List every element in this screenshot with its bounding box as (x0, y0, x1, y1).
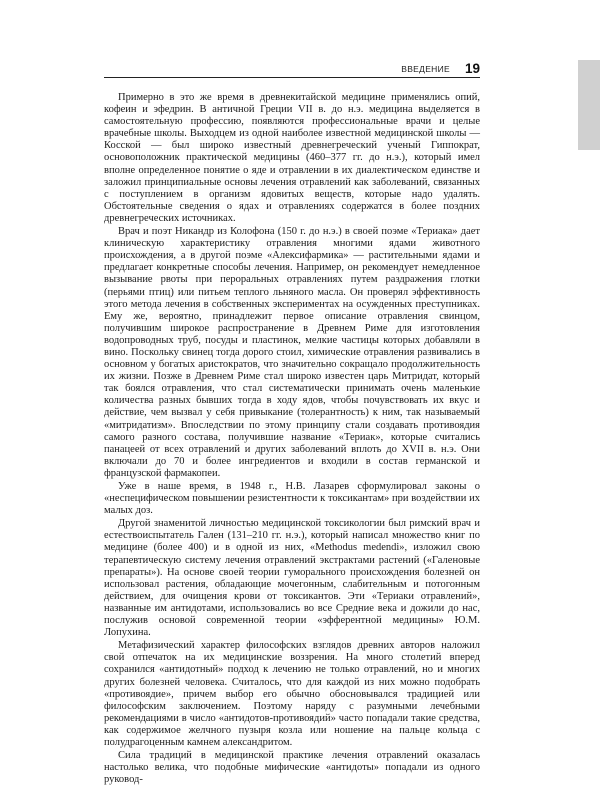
section-title: ВВЕДЕНИЕ (401, 64, 450, 74)
page-number: 19 (464, 61, 480, 76)
paragraph: Другой знаменитой личностью медицинской токсикологии был римский врач и естествоиспытатель Гален (131–210 гг. н.э.), который написал множество книг по медицине (более 400) и в одной из них, «Methodus medendi», изложил свою терапевтическую систему лечения отравлений экстрактами растений («Галеновые препараты»). На основе своей теории гуморального происхождения болезней он использовал растения, обладающие мочегонным, слабительным и потогонным действием, для очищения крови от токсикантов. Эти «Териаки отравлений», названные им антидотами, использовались во все Средние века и дожили до нас, послужив основой современной теории «эфферентной медицины» Ю.М. Лопухина. (104, 518, 480, 639)
paragraph: Врач и поэт Никандр из Колофона (150 г. до н.э.) в своей поэме «Териака» дает клиническую характеристику отравления многими ядами животного происхождения, а в другой поэме «Алексифармика» — растительными ядами и предлагает конкретные способы лечения. Например, он рекомендует немедленное вызывание рвоты при пероральных отравлениях путем раздражения глотки (перьями птиц) или питьем теплого льняного масла. Он проверял эффективность этого метода лечения в собственных экспериментах на осужденных преступниках. Ему же, вероятно, принадлежит первое описание отравления свинцом, получившим широкое распространение в Древнем Риме для изготовления водопроводных труб, посуды и пластинок, мелкие частицы которых добавляли в вино. Поскольку свинец тогда дорого стоил, химические отравления развивались в основном у богатых аристократов, что значительно сокращало продолжительность их жизни. Позже в Древнем Риме стал широко известен царь Митридат, который так боялся отравления, что стал систематически принимать очень маленькие количества разных бывших тогда в ходу ядов, чтобы почувствовать их вкус и действие, чем вызвал у себя привыкание (толерантность) к ним, так называемый «митридатизм». Впоследствии по этому принципу стали создавать противоядия самого разного состава, получившие название «Териак», которые считались панацеей от всех отравлений и других заболеваний вплоть до XVII в. н.э. Они включали до 70 и более ингредиентов и входили в состав германской и французской фармакопеи. (104, 226, 480, 479)
paragraph: Примерно в это же время в древнекитайской медицине применялись опий, кофеин и эфедрин. В античной Греции VII в. до н.э. медицина выделяется в самостоятельную профессию, появляются профессиональные врачи и целые врачебные школы. Выходцем из одной наиболее известной медицинской школы — Косской — был широко известный древнегреческий ученый Гиппократ, основоположник практической медицины (460–377 гг. до н.э.), который имел вполне определенное понятие о яде и отравлении в их диалектическом единстве и заложил принципиальные основы лечения отравлений как заболеваний, связанных с поступлением в организм ядовитых веществ, которые надо удалять. Обстоятельные сведения о ядах и отравлениях содержатся в более поздних древнегреческих источниках. (104, 92, 480, 224)
paragraph: Уже в наше время, в 1948 г., Н.В. Лазарев сформулировал законы о «неспецифическом повышении резистентности к токсикантам» при воздействии их малых доз. (104, 481, 480, 517)
paragraph: Сила традиций в медицинской практике лечения отравлений оказалась настолько велика, что подобные мифические «антидоты» попадали из одного руковод- (104, 750, 480, 786)
paragraph: Метафизический характер философских взглядов древних авторов наложил свой отпечаток на их медицинские воззрения. На много столетий вперед сохранился «антидотный» подход к лечению не только отравлений, но и многих других болезней человека. Считалось, что для каждой из них можно подобрать «противоядие», причем выбор его обычно обосновывался традицией или философским заключением. Поэтому наряду с разумными лечебными рекомендациями в число «антидотов-противоядий» часто попадали такие средства, как содержимое желчного пузыря козла или ношение на пальце кольца с полудрагоценным камнем александритом. (104, 640, 480, 748)
body-text (104, 92, 480, 787)
chapter-thumb-tab (578, 60, 600, 150)
running-header (104, 57, 480, 78)
